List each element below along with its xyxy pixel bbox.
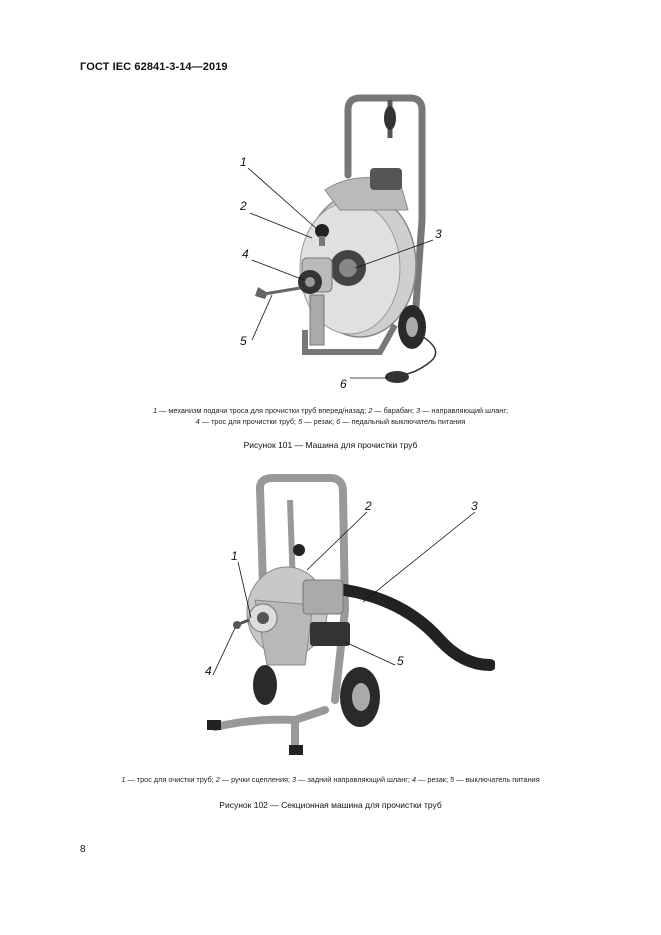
callout-2: 2 <box>365 499 372 513</box>
figure-102-illustration <box>195 470 495 770</box>
document-header: ГОСТ IEC 62841-3-14—2019 <box>80 61 228 73</box>
drum-machine-drawing <box>255 98 436 383</box>
callout-6: 6 <box>340 377 347 391</box>
callout-5: 5 <box>240 334 247 348</box>
legend-line: 1 — механизм подачи троса для прочистки труб вперед/назад; 2 — барабан; 3 — направляющий шланг; <box>152 406 509 415</box>
figure-101-caption: Рисунок 101 — Машина для прочистки труб <box>243 440 418 450</box>
callout-4: 4 <box>242 247 249 261</box>
callout-3: 3 <box>471 499 478 513</box>
figure-102-legend <box>40 774 621 785</box>
callout-1: 1 <box>231 549 238 563</box>
figure-102-caption: Рисунок 102 — Секционная машина для прочистки труб <box>219 800 442 810</box>
callout-4: 4 <box>205 664 212 678</box>
legend-line: 1 — трос для очистки труб; 2 — ручки сцепления; 3 — задний направляющий шланг; 4 — резак; 5 — выключатель питания <box>121 775 540 784</box>
figure-101-illustration <box>230 90 450 400</box>
callout-2: 2 <box>240 199 247 213</box>
callout-5: 5 <box>397 654 404 668</box>
figure-101-legend <box>40 405 621 427</box>
page-number: 8 <box>80 844 86 855</box>
callout-1: 1 <box>240 155 247 169</box>
sectional-machine-drawing <box>207 478 490 755</box>
callout-3: 3 <box>435 227 442 241</box>
legend-line: 4 — трос для прочистки труб; 5 — резак; 6 — педальный выключатель питания <box>195 417 466 426</box>
